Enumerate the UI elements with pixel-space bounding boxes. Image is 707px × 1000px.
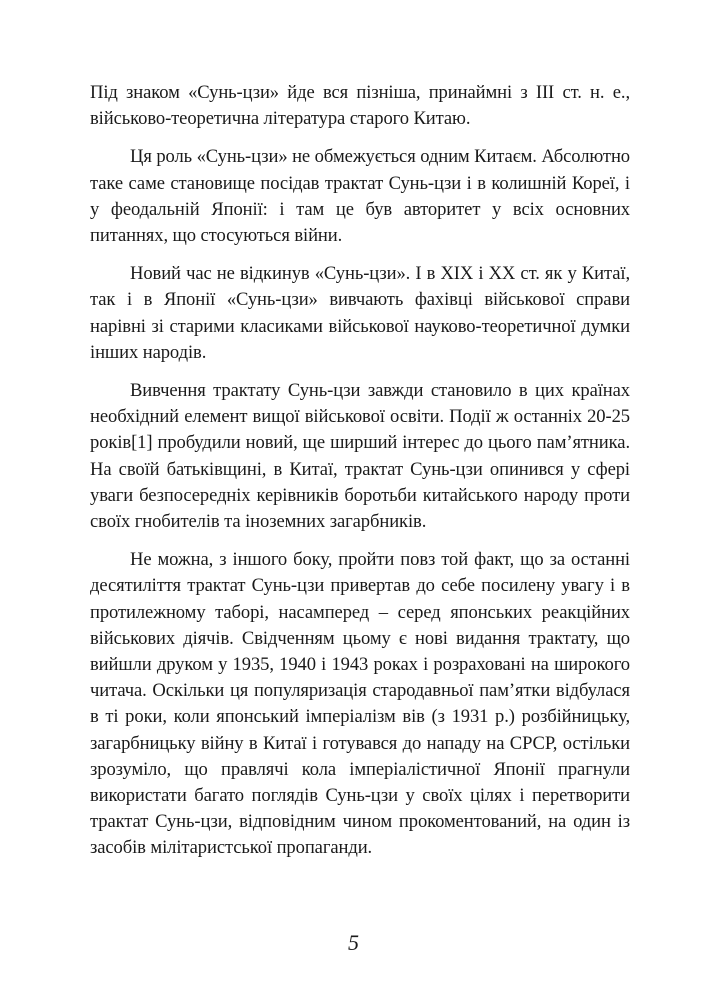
paragraph-3: Новий час не відкинув «Сунь-цзи». І в XIX і XX ст. як у Китаї, так і в Японії «Сунь-цзи» вивчають фахівці військової справи нарівні зі старими класиками військової науково-теоретичної думки інших народів.: [90, 263, 630, 363]
page-body: [90, 80, 630, 874]
paragraph-5: Не можна, з іншого боку, пройти повз той факт, що за останні десятиліття трактат Сунь-цзи привертав до себе посилену увагу і в протилежному таборі, насамперед – серед японських реакційних військових діячів. Свідченням цьому є нові видання трактату, що вийшли друком у 1935, 1940 і 1943 роках і розраховані на широкого читача. Оскільки ця популяризація стародавньої пам’ятки відбулася в ті роки, коли японський імперіалізм вів (з 1931 р.) розбійницьку, загарбницьку війну в Китаї і готувався до нападу на СРСР, остільки зрозуміло, що правлячі кола імперіалістичної Японії прагнули використати багато поглядів Сунь-цзи у своїх цілях і перетворити трактат Сунь-цзи, відповідним чином прокоментований, на один із засобів мілітаристської пропаганди.: [90, 549, 630, 859]
paragraph-2: Ця роль «Сунь-цзи» не обмежується одним Китаєм. Абсолютно таке саме становище посідав трактат Сунь-цзи і в колишній Кореї, і у феодальній Японії: і там це був авторитет у всіх основних питаннях, що стосуються війни.: [90, 146, 630, 247]
page-number: 5: [348, 930, 359, 955]
paragraph-4: Вивчення трактату Сунь-цзи завжди становило в цих країнах необхідний елемент вищої військової освіти. Події ж останніх 20-25 років[1] пробудили новий, ще ширший інтерес до цього пам’ятника. На своїй батьківщині, в Китаї, трактат Сунь-цзи опинився у сфері уваги безпосередніх керівників боротьби китайського народу проти своїх гнобителів та іноземних загарбників.: [90, 380, 630, 533]
paragraph-1: Під знаком «Сунь-цзи» йде вся пізніша, принаймні з III ст. н. е., військово-теоретична література старого Китаю.: [90, 82, 630, 130]
